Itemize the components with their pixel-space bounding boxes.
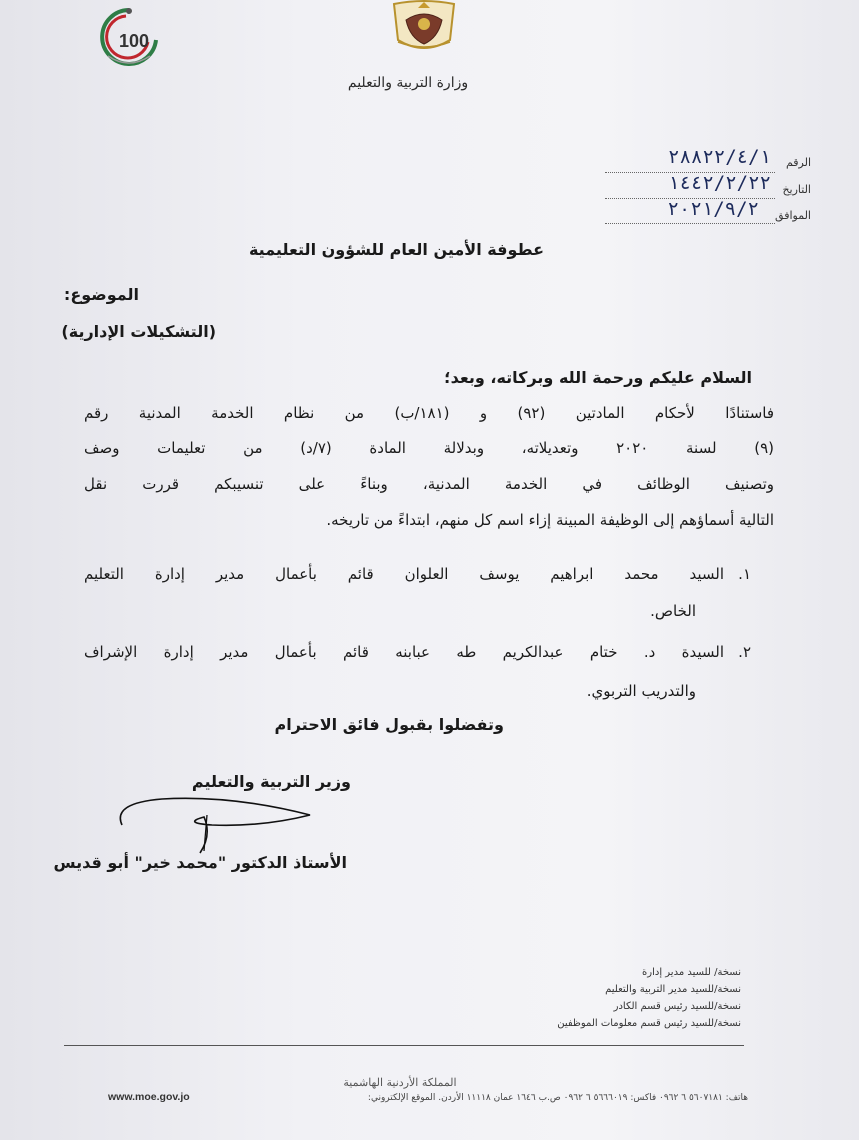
royal-crest <box>388 0 460 54</box>
copy-1: نسخة/ للسيد مدير إدارة <box>642 967 741 978</box>
ministry-name: وزارة التربية والتعليم <box>347 75 469 91</box>
corresponding-dotted-line <box>605 223 775 224</box>
item-1-number: ١. <box>738 565 751 583</box>
centennial-emblem-icon <box>96 4 162 70</box>
body-line-3: وتصنيف الوظائف في الخدمة المدنية، وبناءً على تنسيبكم قررت نقل <box>84 475 774 493</box>
body-line-1: فاستنادًا لأحكام المادتين (٩٢) و (١٨١/ب) من نظام الخدمة المدنية رقم <box>84 404 775 422</box>
centennial-number: 100 <box>118 31 150 51</box>
item-1-line-1: السيد محمد ابراهيم يوسف العلوان قائم بأعمال مدير إدارة التعليم <box>84 565 724 583</box>
footer-contact: هاتف: ٥٦٠٧١٨١ ٦ ٠٩٦٢ فاكس: ٥٦٦٦٠١٩ ٦ ٠٩٦٢ ص.ب ١٦٤٦ عمان ١١١١٨ الأردن. الموقع الإلكتروني: <box>367 1093 748 1103</box>
subject: (التشكيلات الإدارية) <box>61 322 216 341</box>
recipient: عطوفة الأمين العام للشؤون التعليمية <box>248 240 544 259</box>
corresponding-label: الموافق <box>775 209 811 222</box>
footer-country: المملكة الأردنية الهاشمية <box>343 1076 457 1089</box>
closing: وتفضلوا بقبول فائق الاحترام <box>274 715 504 734</box>
item-2-line-2: والتدريب التربوي. <box>586 682 696 700</box>
number-value: ٢٨٨٢٢/٤/١ <box>668 146 771 168</box>
corresponding-value: ٢٠٢١/٩/٢ <box>667 198 759 220</box>
date-label: التاريخ <box>782 183 811 196</box>
centennial-logo <box>96 4 162 70</box>
signature-title: وزير التربية والتعليم <box>191 772 351 791</box>
copy-4: نسخة/للسيد رئيس قسم معلومات الموظفين <box>557 1018 741 1029</box>
item-1-line-2: الخاص. <box>650 602 696 620</box>
item-2-number: ٢. <box>738 643 751 661</box>
number-label: الرقم <box>785 156 811 169</box>
copy-2: نسخة/للسيد مدير التربية والتعليم <box>605 984 741 995</box>
footer-divider <box>64 1045 744 1046</box>
body-line-4: التالية أسماؤهم إلى الوظيفة المبينة إزاء اسم كل منهم، ابتداءً من تاريخه. <box>326 511 774 529</box>
body-line-2: (٩) لسنة ٢٠٢٠ وتعديلاته، وبدلالة المادة (٧/د) من تعليمات وصف <box>84 439 774 457</box>
item-2-line-1: السيدة د. ختام عبدالكريم طه عبابنه قائم بأعمال مدير إدارة الإشراف <box>84 643 724 661</box>
copy-3: نسخة/للسيد رئيس قسم الكادر <box>613 1001 741 1012</box>
footer-website[interactable]: www.moe.gov.jo <box>108 1091 190 1103</box>
date-value: ١٤٤٢/٢/٢٢ <box>668 172 771 194</box>
signatory-name: الأستاذ الدكتور "محمد خير" أبو قديس <box>53 853 347 872</box>
greeting: السلام عليكم ورحمة الله وبركاته، وبعد؛ <box>444 368 752 387</box>
subject-label: الموضوع: <box>63 285 139 304</box>
royal-crest-icon <box>388 0 460 54</box>
signature-scribble-icon <box>112 795 322 855</box>
